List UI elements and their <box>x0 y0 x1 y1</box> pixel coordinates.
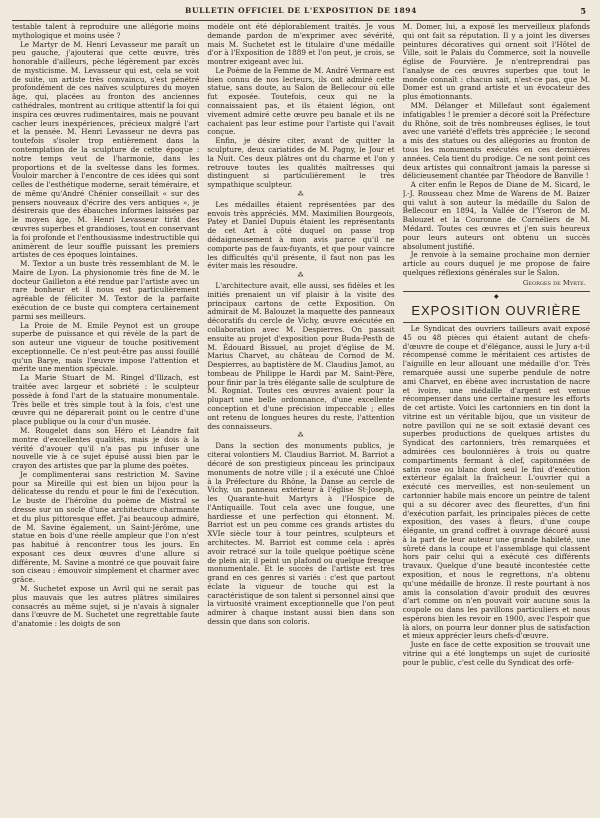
asterism-divider: ⁂ <box>297 190 305 198</box>
author-signature: Georges de Myrte. <box>522 278 586 287</box>
paragraph: Le Syndicat des ouvriers tailleurs avait exposé 45 ou 48 pièces qui étaient autant de chefs-d'œuvre de coupe et d'élégance, aussi le Jury a-t-il récompensé comme le méritaient ces artistes de l'aiguille en leur allouant une médaille d'or. Très remarquée aussi une superbe pendule de notre ami Charvet, en ébène avec incrustation de nacre et ivoire, une médaille d'argent est venue récompenser dans une certaine mesure les efforts de cet artiste. Voici les cartonniers en tin dont la vitrine est un véritable bijou, que un visiteur de notre pavillon qui ne se soit extasié devant ces superbes productions de quelques artistes du Syndicat des cartonniers, très remarquées et admirées ces boulonnières à trois ou quatre compartiments fermant à clef, capitonnées de satin rose ou blanc dont seul le fini d'exécution extérieur égalait la fraîcheur. L'ouvrier qui a exécuté ces merveilles, est non-seulement un cartonnier habile mais encore un peintre de talent qui a su décorer avec des fleurettes, d'un fini d'exécution parfait, les principales pièces de cette exposition, des vases à fleurs, d'une coupe élégante, un grand coffret à ouvrage décoré aussi à la part de leur auteur une grande habileté, une sûreté dans la coupe et l'assemblage qui classent hors pair celui qui a exécuté ces différents travaux. Quelque d'une beauté incontestée cette exposition, et nous le regrettons, n'a obtenu qu'une médaille de bronze. Il reste pourtant à nos amis la consolation d'avoir produit des œuvres d'art comme on n'en pouvait voir aucune sous la coupole ou dans les pavillons particuliers et nous espérons bien les revoir en 1900, avec l'espoir que là alors, on pourra leur donner plus de satisfaction et mieux apprécier leurs chefs-d'œuvre. <box>402 324 590 641</box>
paragraph: Je complimenterai sans restriction M. Savine pour sa Mireille qui est bien un bijou pour la délicatesse du rendu et pour le fini de l'exécution. Le buste de l'héroïne du poème de Mistral se dresse sur un socle d'une architecture charmante et du plus pittoresque effet. J'ai beaucoup admiré, de M. Savine également, un Saint-Jérôme, une statue en bois d'une réelle ampleur que l'on n'est pas habitué à rencontrer tous les jours. En exposant ces deux œuvres d'une allure si différente, M. Savine a montré ce que pouvait faire son ciseau : émouvoir simplement et charmer avec grâce. <box>12 469 200 585</box>
paragraph: Juste en face de cette exposition se trouvait une vitrine qui a été longtemps un sujet de curiosité pour le public, c'est celle du Syndicat des orfè- <box>402 640 590 667</box>
section-divider <box>403 322 590 323</box>
article-columns <box>12 23 590 813</box>
paragraph: Je renvoie à la semaine prochaine mon dernier article au cours duquel je me propose de faire quelques réflexions générales sur le Salon. <box>402 250 590 277</box>
page-header <box>12 6 590 21</box>
header-title: BULLETIN OFFICIEL DE L'EXPOSITION DE 1894 <box>185 6 417 15</box>
column-1 <box>12 23 199 813</box>
column-3 <box>403 23 590 813</box>
paragraph: M. Textor a un buste très ressemblant de M. le Maire de Lyon. La physionomie très fine de M. le docteur Gailleton a été rendue par l'artiste avec un rare bonheur et il nous est particulièrement agréable de féliciter M. Textor de la parfaite exécution de ce buste qui comptera certainement parmi ses meilleurs. <box>12 259 200 321</box>
paragraph: M. Domer, lui, a exposé les merveilleux plafonds qui ont fait sa réputation. Il y a joint les diverses peintures décoratives qui ornent soit l'Hôtel de Ville, soit le Palais du Commerce, soit la nouvelle église de Fourvière. Je n'entreprendrai pas l'analyse de ces œuvres superbes que tout le monde connaît : chacun sait, n'est-ce pas, que M. Domer est un grand artiste et un évocateur des plus émotionnants. <box>402 23 590 102</box>
paragraph: M. Suchetet expose un Avril qui ne serait pas plus mauvais que les autres plâtres similaires consacrés au même sujet, si je n'avais à signaler dans l'œuvre de M. Suchetet une regrettable faute d'anatomie : les doigts de son <box>12 584 200 629</box>
paragraph: Dans la section des monuments publics, je citerai volontiers M. Claudius Barriot. M. Barriot a décoré de son prestigieux pinceau les principaux monuments de notre ville ; il a exécuté une Chloé à la Préfecture du Rhône, la Danse au cercle de Vichy, un panneau extérieur à l'église St-Joseph, les Quarante-huit Martyrs à l'Hospice de l'Antiquaille. Tout cela avec une fougue, une hardiesse et une perfection qui étonnent. M. Barriot est un peu comme ces grands artistes du XVIe siècle tour à tour peintres, sculpteurs et architectes. M. Barriot est comme cela : après avoir retracé sur la toile quelque poétique scène de plein air, il peint un plafond ou quelque fresque monumentale. Et le succès de l'artiste est très grand en ces genres si variés : c'est que partout éclate la vigueur de touche qui est la caractéristique de son talent si personnel ainsi que la virtuosité vraiment exceptionnelle que l'on peut admirer à chaque instant aussi bien dans son dessin que dans son coloris. <box>207 441 395 626</box>
section-divider <box>403 291 590 292</box>
paragraph: testable talent à reproduire une allégorie moins mythologique et moins usée ? <box>12 23 200 40</box>
paragraph: La Proie de M. Emile Peynot est un groupe superbe de puissance et qui révèle de la part de son auteur une vigueur de touche positivement exceptionnelle. Ce n'est peut-être pas aussi fouillé qu'un Barye, mais l'œuvre impose l'attention et mérite une mention spéciale. <box>12 320 200 374</box>
page-number: 5 <box>580 6 586 16</box>
asterism-divider: ⁂ <box>297 432 305 440</box>
column-2 <box>207 23 394 813</box>
paragraph: MM. Délanger et Millefaut sont également infatigables ! le premier a décoré soit la Préfecture du Rhône, soit de très nombreuses églises, le tout avec une variété d'effets très appréciée ; le second a mis des statues ou des allégories au fronton de tous les monuments exécutés en ces dernières années. Cela tient du prodige. Ce ne sont point ces deux artistes qui connaîtront jamais la paresse si délicieusement chantée par Théodore de Banville ! <box>402 101 590 181</box>
paragraph: M. Rougelet dans son Héro et Léandre fait montre d'excellentes qualités, mais je dois à la vérité d'avouer qu'il n'a pas pu infuser une nouvelle vie à ce sujet épuisé aussi bien par le crayon des artistes que par la plume des poètes. <box>12 425 200 471</box>
paragraph: Enfin, je désire citer, avant de quitter la sculpture, deux cariatides de M. Pagny, le Jour et la Nuit. Ces deux plâtres ont du charme et l'on y retrouve toutes les qualités maîtresses qui distinguent si particulièrement le très sympathique sculpteur. <box>207 136 395 190</box>
paragraph: A citer enfin le Repos de Diane de M. Sicard, le J.-J. Rousseau chez Mme de Warens de M. Baizer qui valut à son auteur la médaille du Salon de Bellecour en 1894, la Vallée de l'Yseron de M. Balouzet et la Couronne de Cornéliers de M. Médard. Toutes ces œuvres et j'en suis heureux pour leurs auteurs ont obtenu un succès absolument justifié. <box>402 180 590 251</box>
paragraph: modèle ont été déplorablement traités. Je vous demande pardon de m'exprimer avec sévérité, mais M. Suchetet est le titulaire d'une médaille d'or à l'Exposition de 1889 et l'on peut, je crois, se montrer exigeant avec lui. <box>207 23 395 67</box>
paragraph: Le Martyr de M. Henri Levasseur me paraît un peu gauche, j'ajouterai que cette œuvre, très honorable d'ailleurs, pèche légèrement par excès de mysticisme. M. Levasseur qui est, cela se voit de suite, un artiste très convaincu, s'est pénétré profondément de ces naïves sculptures du moyen âge, qui, placées au fronton des anciennes cathédrales, montrent au critique attentif la foi qui inspira ces œuvres rudimentaires, mais ne pouvant cacher leurs inexpériences, précieux malgré l'art et la pensée. M. Henri Levasseur ne devra pas toutefois s'isoler trop entièrement dans la contemplation de la sculpture de cette époque : notre temps veut de l'harmonie, dans les proportions et de la sveltesse dans les formes. Vouloir marcher à l'encontre de ces idées qui sont celles de l'esthétique moderne, serait téméraire, et de même qu'André Chénier conseillait « sur des pensers nouveaux d'écrire des vers antiques », je désirerais que des ébauches informes laissées par le moyen âge, M. Henri Levasseur tirât des œuvres superbes et grandioses, tout en conservant la foi profonde et l'enthousiasme indestructible qui animèrent de leur souffle puissant les premiers artistes de ces époques lointaines. <box>12 39 200 260</box>
section-title: EXPOSITION OUVRIÈRE <box>411 303 582 319</box>
paragraph: L'architecture avait, elle aussi, ses fidèles et les initiés prenaient un vif plaisir à la visite des principaux cartons de cette Exposition. On admirait de M. Balouzet la maquette des panneaux décoratifs du cercle de Vichy, œuvre exécutée en collaboration avec M. Despierres. On passait ensuite au projet d'exposition pour Buda-Pesth de M. Édouard Bissuel, au projet d'église de M. Marius Charvet, au château de Cornod de M. Despierres, au baptistère de M. Claudius Jamot, au tombeau de Philippe le Hardi par M. Saint-Père, pour finir par la très élégante salle de sculpture de M. Rogniat. Toutes ces œuvres avaient pour la plupart une belle ordonnance, d'une excellente conception et d'une précision impeccable ; elles ont retenu de longues heures du reste, l'attention des connaisseurs. <box>207 281 395 431</box>
paragraph: Le Poème de la Femme de M. André Vermare est bien connu de nos lecteurs, ils ont admiré cette statue, sans doute, au Salon de Bellecour où elle fut exposée. Toutefois, ceux qui ne la connaissaient pas, et ils étaient légion, ont vivement admiré cette œuvre peu banale et ils ne cachaient pas leur estime pour l'artiste qui l'avait conçue. <box>207 65 395 137</box>
paragraph: Les médailles étaient représentées par des envois très appréciés. MM. Maximilien Bourgeois, Patey et Daniel Dupuis étaient les représentants de cet Art à côté duquel on passe trop dédaigneusement à mon avis parce qu'il ne comporte pas de faux-fuyants, et que pour vaincre les difficultés qu'il présente, il faut non pas les éviter mais les résoudre. <box>207 199 395 271</box>
asterism-divider: ⁂ <box>297 272 305 280</box>
paragraph: La Marie Stuart de M. Ringel d'Illzach, est traitée avec largeur et sobriété : le sculpteur possède à fond l'art de la statuaire monumentale. Très belle et très simple tout à la fois, c'est une œuvre qui ne déparerait point ou le centre d'une place publique ou la cour d'un musée. <box>12 373 200 427</box>
ornament-divider: ◆ <box>494 292 499 300</box>
